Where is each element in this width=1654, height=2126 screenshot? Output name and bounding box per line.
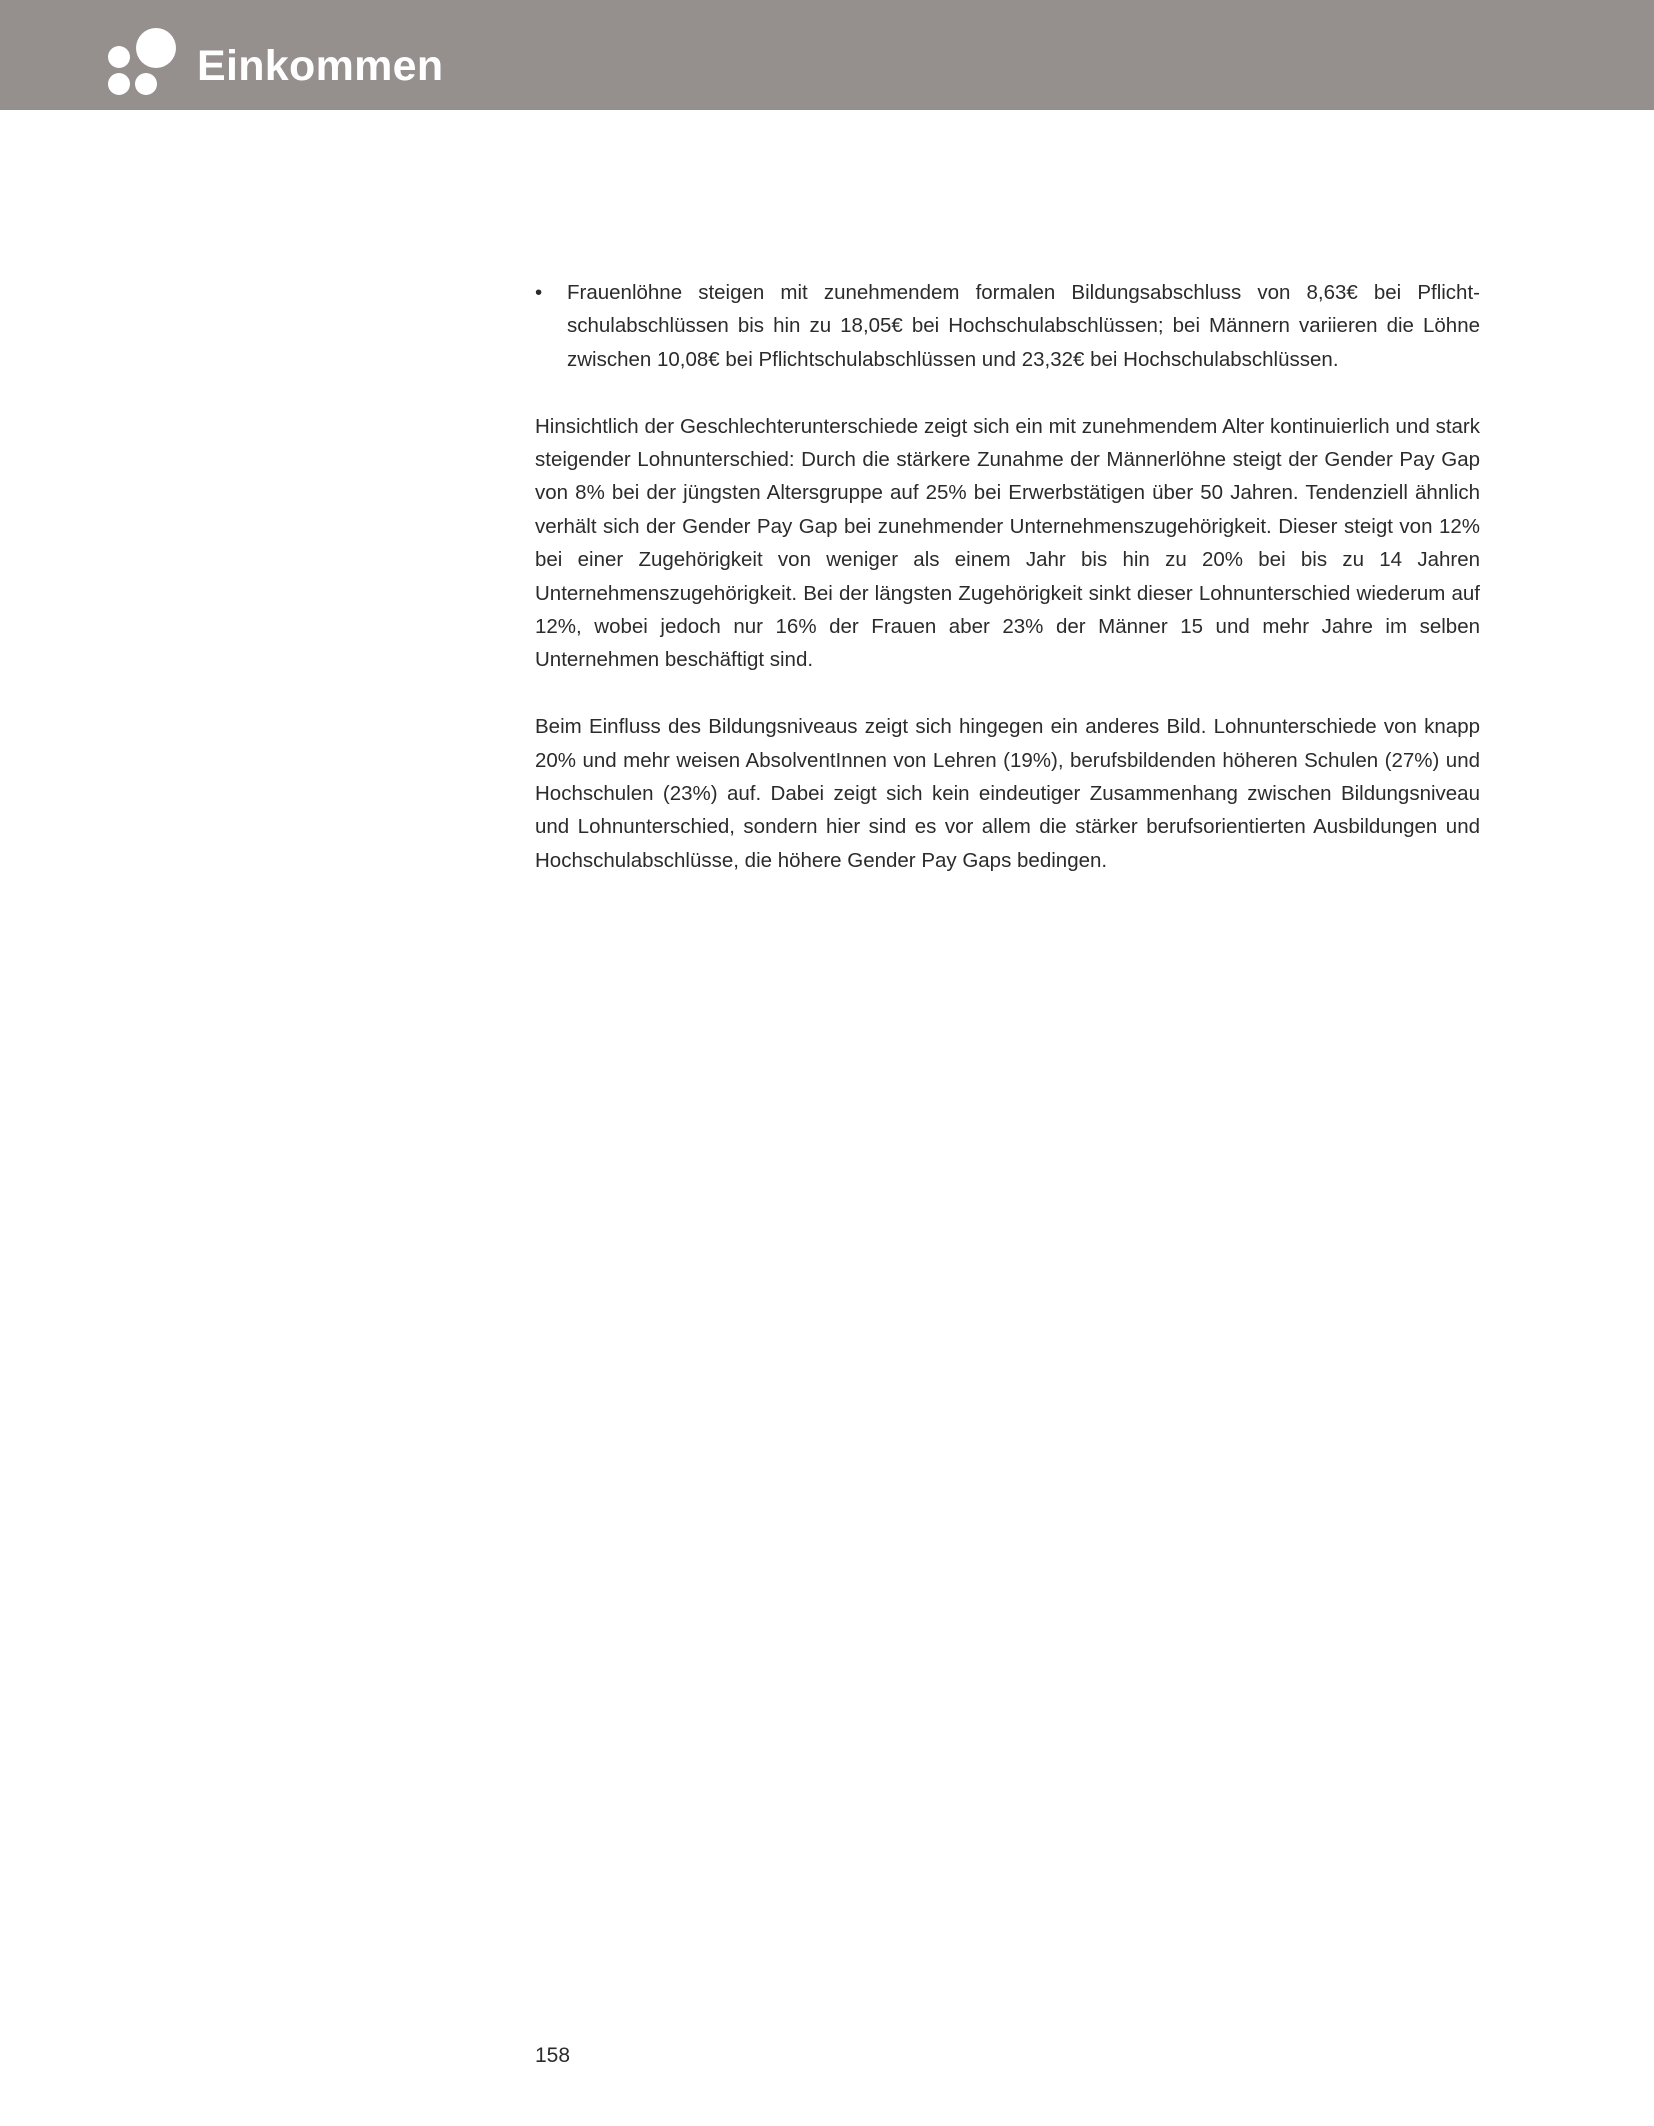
header-band [0, 0, 1654, 110]
logo-dot-top-left [108, 46, 130, 68]
logo-dot-large [136, 28, 176, 68]
dots-logo-icon [108, 28, 178, 98]
section-title: Einkommen [197, 42, 444, 90]
bullet-text: Frauenlöhne steigen mit zunehmendem formalen Bildungsabschluss von 8,63€ bei Pflichtschulabschlüssen bis hin zu 18,05€ bei Hochschulabschlüssen; bei Männern variieren die Löhne zwischen 10,08€ bei Pflichtschulabschlüssen und 23,32€ bei Hochschulabschlüssen. [567, 281, 1480, 371]
paragraph-education-level: Beim Einfluss des Bildungsniveaus zeigt sich hingegen ein anderes Bild. Lohnunterschiede von knapp 20% und mehr weisen AbsolventInnen von Lehren (19%), berufsbildenden höheren Schulen (27%) und Hochschulen (23%) auf. Dabei zeigt sich kein eindeutiger Zusammenhang zwischen Bildungsniveau und Lohnunterschied, sondern hier sind es vor allem die stärker berufsorientierten Ausbildungen und Hochschulabschlüsse, die höhere Gender Pay Gaps bedingen. [535, 715, 1480, 872]
paragraph-gender-gap-age: Hinsichtlich der Geschlechterunterschiede zeigt sich ein mit zunehmendem Alter kontinuierlich und stark steigender Lohnunterschied: Durch die stärkere Zunahme der Männerlöhne steigt der Gender Pay Gap von 8% bei der jüngsten Altersgruppe auf 25% bei Erwerbstätigen über 50 Jahren. Tendenziell ähnlich verhält sich der Gender Pay Gap bei zunehmender Unternehmenszugehörigkeit. Dieser steigt von 12% bei einer Zugehörigkeit von weniger als einem Jahr bis hin zu 20% bei bis zu 14 Jahren Unternehmenszugehörigkeit. Bei der längsten Zugehörigkeit sinkt dieser Lohnunterschied wiederum auf 12%, wobei jedoch nur 16% der Frauen aber 23% der Männer 15 und mehr Jahre im selben Unternehmen beschäftigt sind. [535, 414, 1480, 672]
logo-dot-bottom-left [108, 73, 130, 95]
logo-dot-bottom-right [135, 73, 157, 95]
bullet-list [535, 276, 1480, 376]
main-text [535, 276, 1480, 911]
bullet-item [535, 276, 1480, 376]
page-number: 158 [535, 2044, 571, 2067]
bullet-marker: • [535, 281, 543, 304]
